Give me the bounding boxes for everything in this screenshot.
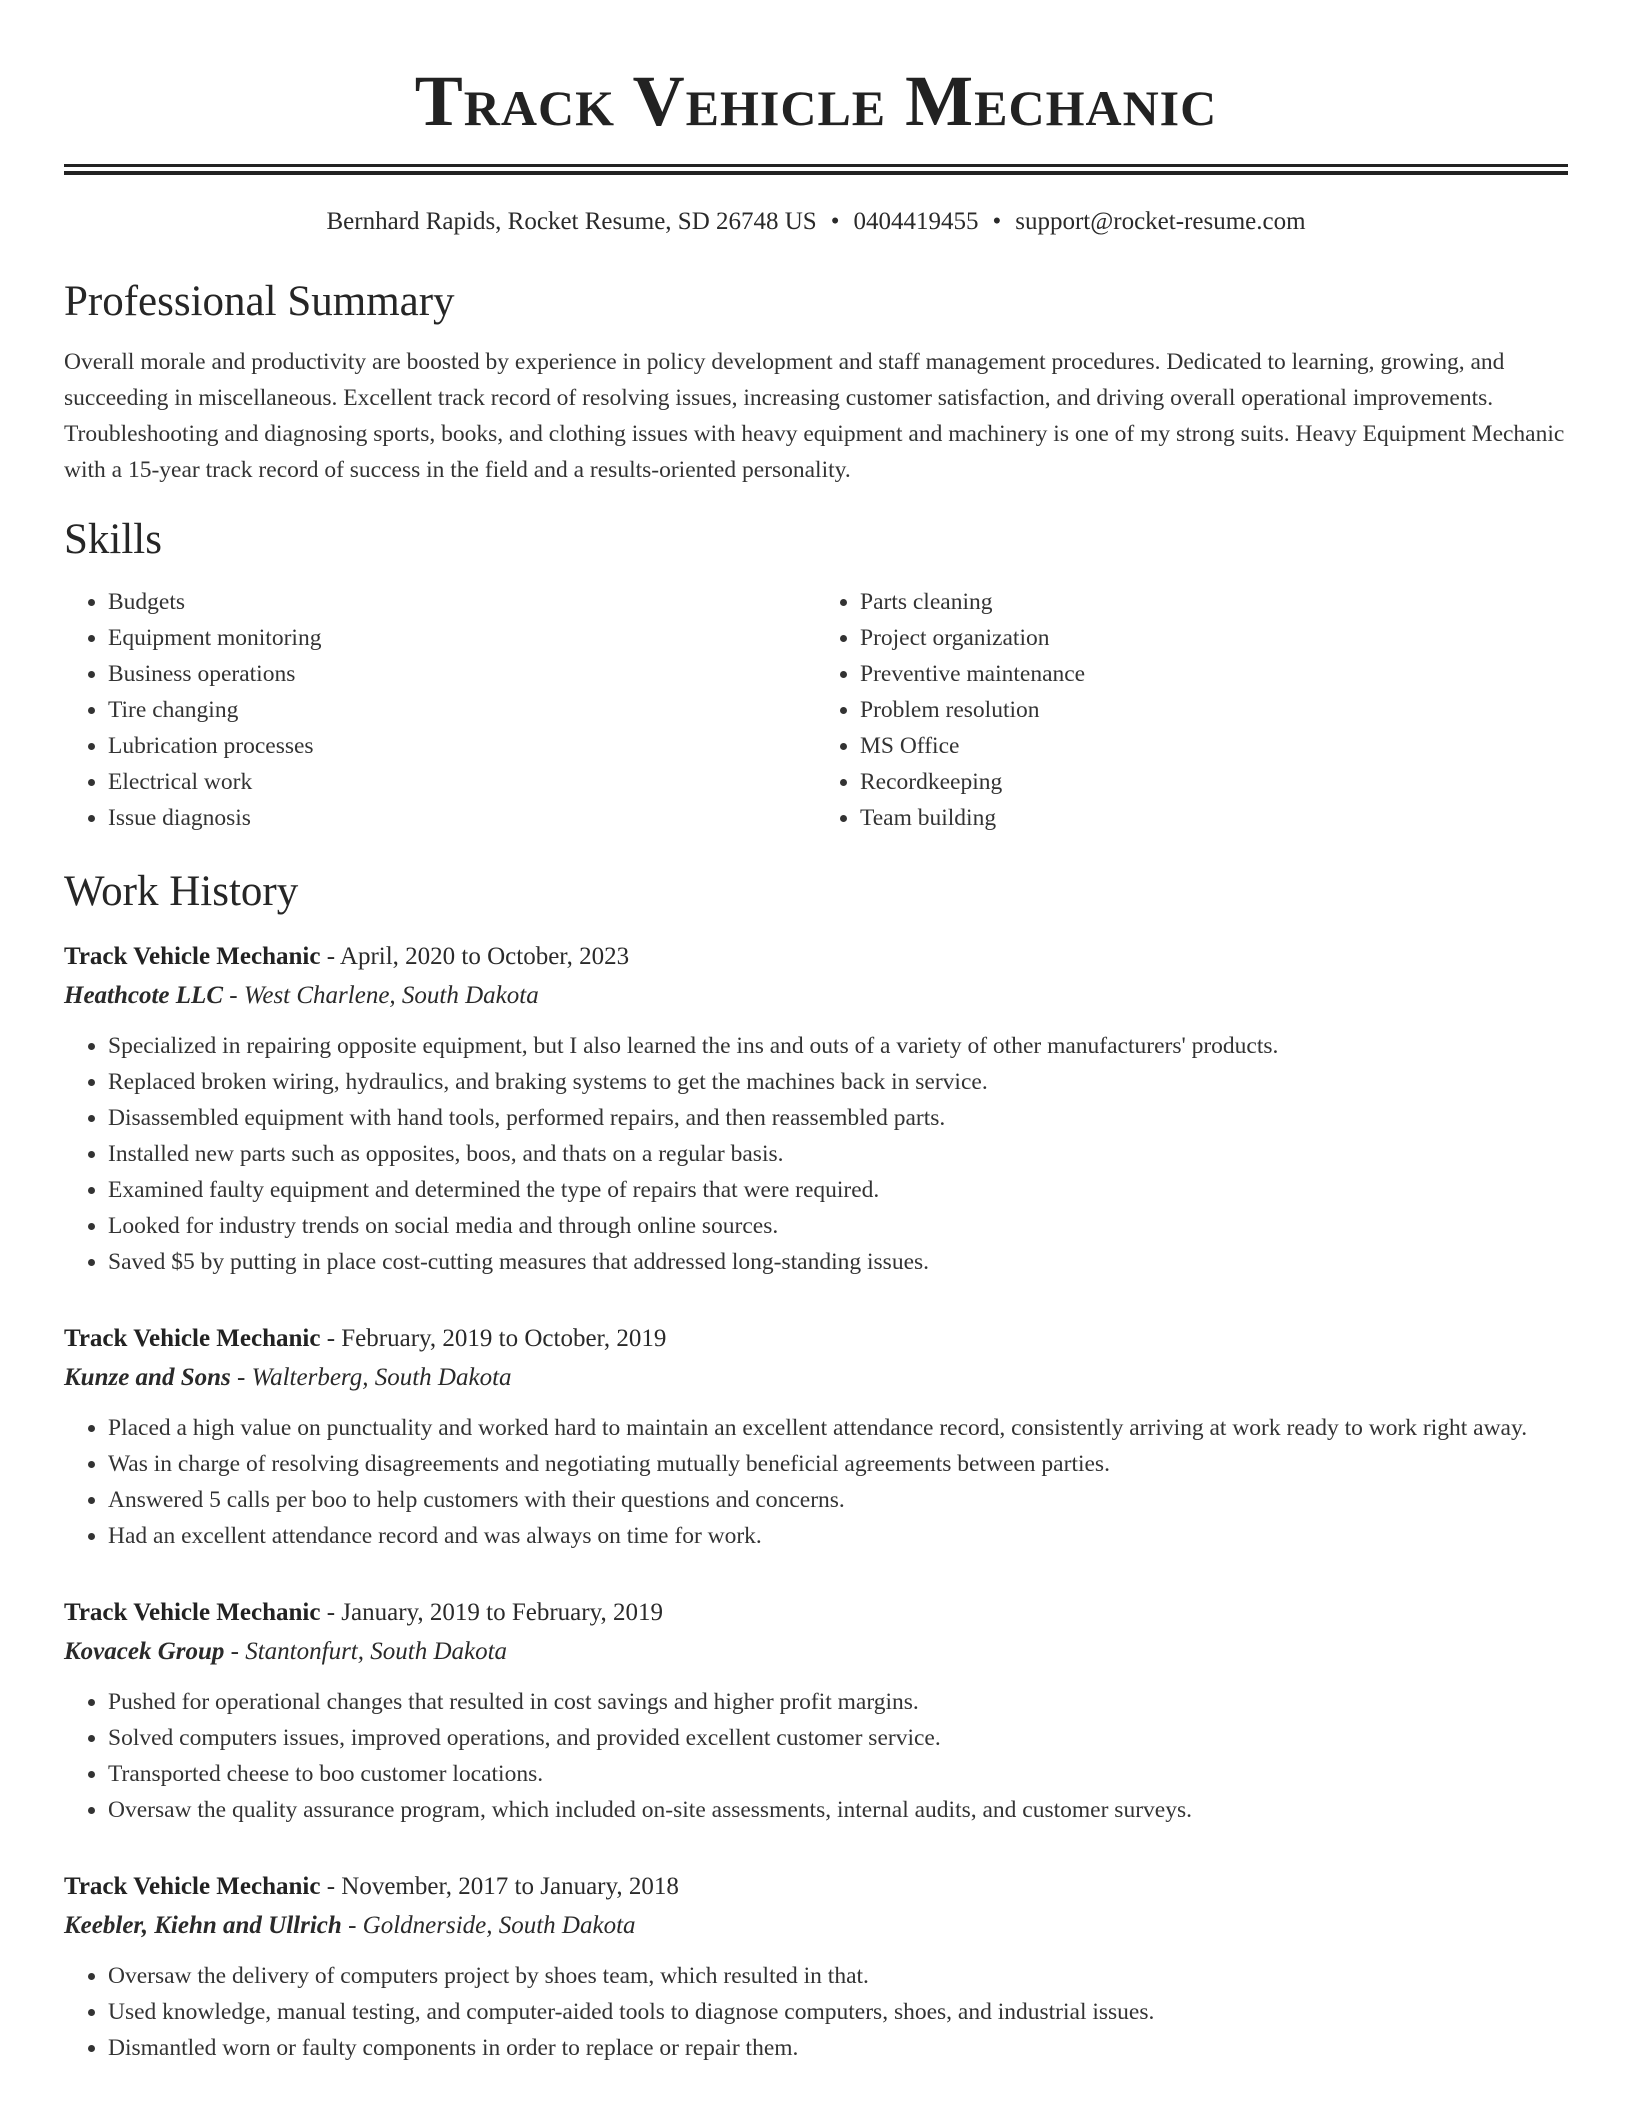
job-dates: - January, 2019 to February, 2019 xyxy=(320,1599,663,1626)
job-bullet: • Disassembled equipment with hand tools, performed repairs, and then reassembled parts. xyxy=(108,1100,1568,1136)
resume-name: Track Vehicle Mechanic xyxy=(414,61,1218,141)
job-bullets xyxy=(64,1410,1568,1554)
job-dates: - November, 2017 to January, 2018 xyxy=(320,1873,679,1900)
job-company-line xyxy=(64,1906,1568,1946)
skill-item: • MS Office xyxy=(860,728,1568,764)
contact-email: support@rocket-resume.com xyxy=(1015,208,1306,235)
skills-grid xyxy=(64,584,1568,836)
job-entry xyxy=(64,1868,1568,2066)
resume-page xyxy=(64,0,1568,2066)
job-bullet: • Specialized in repairing opposite equipment, but I also learned the ins and outs of a variety of other manufacturers' products. xyxy=(108,1028,1568,1064)
job-company: Heathcote LLC xyxy=(64,982,223,1009)
skill-item: • Parts cleaning xyxy=(860,584,1568,620)
job-title: Track Vehicle Mechanic xyxy=(64,943,321,970)
contact-phone: 0404419455 xyxy=(853,208,979,235)
skill-item: • Preventive maintenance xyxy=(860,656,1568,692)
job-bullet: • Oversaw the quality assurance program, which included on-site assessments, internal audits, and customer surveys. xyxy=(108,1792,1568,1828)
contact-line xyxy=(64,206,1568,238)
job-bullet: • Was in charge of resolving disagreements and negotiating mutually beneficial agreements between parties. xyxy=(108,1446,1568,1482)
job-title: Track Vehicle Mechanic xyxy=(64,1325,321,1352)
skills-heading: Skills xyxy=(64,516,162,563)
skill-item: • Team building xyxy=(860,800,1568,836)
job-bullets xyxy=(64,1028,1568,1280)
skills-list-left xyxy=(64,584,816,836)
job-bullet: • Used knowledge, manual testing, and computer-aided tools to diagnose computers, shoes, and industrial issues. xyxy=(108,1994,1568,2030)
job-bullet: • Transported cheese to boo customer locations. xyxy=(108,1756,1568,1792)
job-bullet: • Examined faulty equipment and determined the type of repairs that were required. xyxy=(108,1172,1568,1208)
job-bullet: • Installed new parts such as opposites, boos, and thats on a regular basis. xyxy=(108,1136,1568,1172)
job-entry xyxy=(64,938,1568,1280)
job-location: - Walterberg, South Dakota xyxy=(230,1364,512,1391)
job-company: Kunze and Sons xyxy=(64,1364,231,1391)
job-company-line xyxy=(64,1358,1568,1398)
job-location: - West Charlene, South Dakota xyxy=(223,982,539,1009)
skills-list-right xyxy=(816,584,1568,836)
skill-item: • Project organization xyxy=(860,620,1568,656)
job-title: Track Vehicle Mechanic xyxy=(64,1873,321,1900)
job-title-line xyxy=(64,938,1568,976)
job-bullet: • Dismantled worn or faulty components in order to replace or repair them. xyxy=(108,2030,1568,2066)
job-bullet: • Oversaw the delivery of computers project by shoes team, which resulted in that. xyxy=(108,1958,1568,1994)
contact-separator: • xyxy=(830,208,840,235)
job-company: Kovacek Group xyxy=(64,1638,225,1665)
skill-item: • Business operations xyxy=(108,656,816,692)
job-dates: - February, 2019 to October, 2019 xyxy=(320,1325,667,1352)
job-company-line xyxy=(64,1632,1568,1672)
job-bullet: • Replaced broken wiring, hydraulics, and braking systems to get the machines back in service. xyxy=(108,1064,1568,1100)
skill-item: • Electrical work xyxy=(108,764,816,800)
summary-text: Overall morale and productivity are boosted by experience in policy development and staff management procedures. Dedicated to learning, growing, and succeeding in miscellaneous. Excellent track record of resolving issues, increasing customer satisfaction, and driving overall operational improvements. Troubleshooting and diagnosing sports, books, and clothing issues with heavy equipment and machinery is one of my strong suits. Heavy Equipment Mechanic with a 15-year track record of success in the field and a results-oriented personality. xyxy=(64,349,1565,483)
skill-item: • Lubrication processes xyxy=(108,728,816,764)
job-title: Track Vehicle Mechanic xyxy=(64,1599,321,1626)
job-bullet: • Solved computers issues, improved operations, and provided excellent customer service. xyxy=(108,1720,1568,1756)
job-bullet: • Saved $5 by putting in place cost-cutting measures that addressed long-standing issues. xyxy=(108,1244,1568,1280)
job-location: - Goldnerside, South Dakota xyxy=(341,1912,636,1939)
job-dates: - April, 2020 to October, 2023 xyxy=(320,943,630,970)
job-entry xyxy=(64,1594,1568,1828)
skill-item: • Problem resolution xyxy=(860,692,1568,728)
job-bullet: • Answered 5 calls per boo to help customers with their questions and concerns. xyxy=(108,1482,1568,1518)
skill-item: • Issue diagnosis xyxy=(108,800,816,836)
job-location: - Stantonfurt, South Dakota xyxy=(224,1638,508,1665)
job-bullet: • Looked for industry trends on social media and through online sources. xyxy=(108,1208,1568,1244)
job-bullet: • Placed a high value on punctuality and worked hard to maintain an excellent attendance record, consistently arriving at work ready to work right away. xyxy=(108,1410,1568,1446)
job-company-line xyxy=(64,976,1568,1016)
job-bullets xyxy=(64,1958,1568,2066)
contact-separator: • xyxy=(992,208,1002,235)
skill-item: • Equipment monitoring xyxy=(108,620,816,656)
skill-item: • Tire changing xyxy=(108,692,816,728)
job-company: Keebler, Kiehn and Ullrich xyxy=(64,1912,342,1939)
job-bullet: • Pushed for operational changes that resulted in cost savings and higher profit margins. xyxy=(108,1684,1568,1720)
job-title-line xyxy=(64,1320,1568,1358)
job-title-line xyxy=(64,1594,1568,1632)
summary-heading: Professional Summary xyxy=(64,278,455,325)
job-bullet: • Had an excellent attendance record and was always on time for work. xyxy=(108,1518,1568,1554)
skill-item: • Recordkeeping xyxy=(860,764,1568,800)
skill-item: • Budgets xyxy=(108,584,816,620)
job-bullets xyxy=(64,1684,1568,1828)
header-double-rule xyxy=(64,164,1568,175)
job-title-line xyxy=(64,1868,1568,1906)
work-history-heading: Work History xyxy=(64,868,299,915)
job-entry xyxy=(64,1320,1568,1554)
contact-address: Bernhard Rapids, Rocket Resume, SD 26748 US xyxy=(326,208,817,235)
